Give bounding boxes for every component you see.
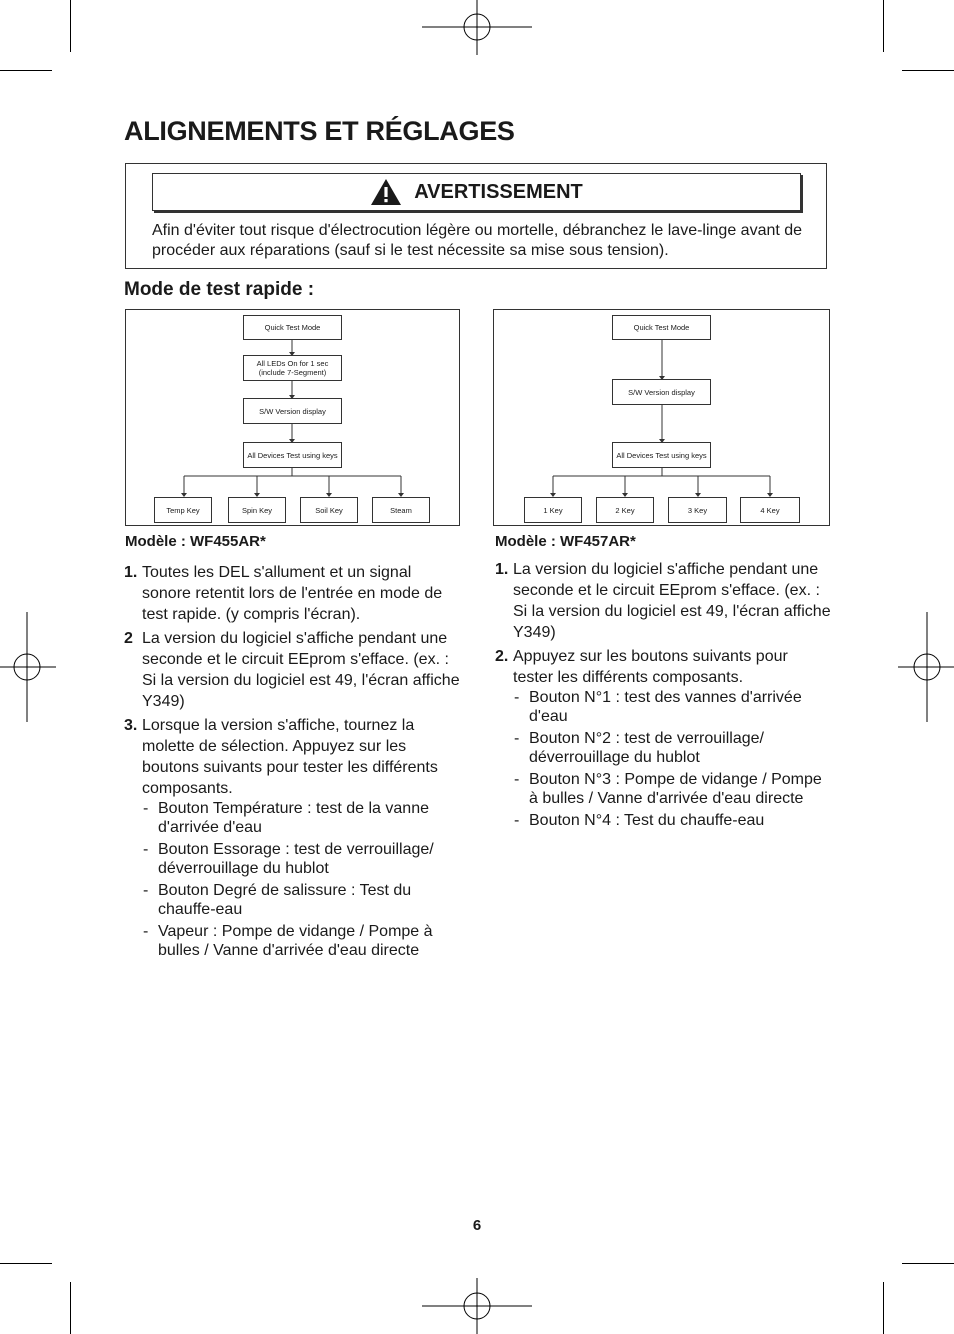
flow-key-steam: Steam	[372, 497, 430, 523]
crop-mark	[883, 0, 884, 52]
sub-item-text: Bouton N°3 : Pompe de vidange / Pompe à bulles / Vanne d'arrivée d'eau directe	[529, 771, 822, 807]
sub-list-item	[124, 840, 460, 878]
registration-mark-icon	[422, 0, 532, 56]
item-number: 2.	[495, 648, 509, 665]
model-label-left: Modèle : WF455AR*	[125, 533, 266, 550]
flow-diagram-right	[493, 309, 830, 526]
flow-box-devices-test: All Devices Test using keys	[243, 442, 342, 468]
dash-bullet: -	[514, 730, 520, 747]
sub-item-text: Bouton N°2 : test de verrouillage/ déverrouillage du hublot	[529, 730, 764, 766]
flow-key-4: 4 Key	[740, 497, 800, 523]
flow-key-2: 2 Key	[596, 497, 654, 523]
flow-key-temp: Temp Key	[154, 497, 212, 523]
list-item	[495, 646, 831, 688]
sub-item-text: Bouton Essorage : test de verrouillage/ déverrouillage du hublot	[158, 841, 434, 877]
steps-list-right	[495, 559, 831, 833]
dash-bullet: -	[514, 689, 520, 706]
sub-list-item	[495, 770, 831, 808]
sub-list-item	[124, 922, 460, 960]
diagram-connectors	[494, 310, 831, 527]
flow-box-sw-version: S/W Version display	[243, 398, 342, 424]
section-title: Mode de test rapide :	[124, 279, 315, 300]
item-text: Toutes les DEL s'allument et un signal sonore retentit lors de l'entrée en mode de test rapide. (y compris l'écran).	[142, 564, 443, 623]
sub-item-text: Bouton Température : test de la vanne d'arrivée d'eau	[158, 800, 429, 836]
sub-item-text: Bouton Degré de salissure : Test du chauffe-eau	[158, 882, 412, 918]
flow-key-soil: Soil Key	[300, 497, 358, 523]
registration-mark-icon	[0, 612, 56, 722]
item-text: Appuyez sur les boutons suivants pour tester les différents composants.	[513, 648, 788, 686]
list-item	[124, 562, 460, 625]
item-text: La version du logiciel s'affiche pendant une seconde et le circuit EEprom s'efface. (ex. : Si la version du logiciel est 49, l'écran affiche Y349)	[142, 630, 460, 710]
dash-bullet: -	[514, 812, 520, 829]
page-number: 6	[472, 1217, 482, 1234]
warning-heading: AVERTISSEMENT	[414, 180, 583, 203]
crop-mark	[902, 1263, 954, 1264]
flow-box-quick-test: Quick Test Mode	[612, 315, 711, 340]
sub-list-item	[124, 881, 460, 919]
model-label-right: Modèle : WF457AR*	[495, 533, 636, 550]
dash-bullet: -	[514, 771, 520, 788]
sub-item-text: Vapeur : Pompe de vidange / Pompe à bulles / Vanne d'arrivée d'eau directe	[158, 923, 433, 959]
dash-bullet: -	[143, 923, 149, 940]
list-item	[124, 628, 460, 712]
crop-mark	[902, 70, 954, 71]
dash-bullet: -	[143, 841, 149, 858]
item-text: La version du logiciel s'affiche pendant une seconde et le circuit EEprom s'efface. (ex. : Si la version du logiciel est 49, l'écran affiche Y349)	[513, 561, 831, 641]
sub-list-item	[495, 688, 831, 726]
item-number: 3.	[124, 717, 138, 734]
flow-box-quick-test: Quick Test Mode	[243, 315, 342, 340]
sub-list-item	[495, 811, 831, 830]
flow-key-spin: Spin Key	[228, 497, 286, 523]
registration-mark-icon	[422, 1278, 532, 1334]
warning-triangle-icon	[370, 178, 402, 206]
list-item	[495, 559, 831, 643]
item-number: 1.	[124, 564, 138, 581]
sub-item-text: Bouton N°4 : Test du chauffe-eau	[529, 812, 765, 829]
list-item	[124, 715, 460, 799]
crop-mark	[0, 1263, 52, 1264]
warning-header	[152, 173, 801, 211]
registration-mark-icon	[898, 612, 954, 722]
flow-diagram-left	[125, 309, 460, 526]
flow-box-devices-test: All Devices Test using keys	[612, 442, 711, 468]
dash-bullet: -	[143, 800, 149, 817]
item-number: 2	[124, 630, 133, 647]
page-title: ALIGNEMENTS ET RÉGLAGES	[124, 116, 515, 146]
flow-key-3: 3 Key	[668, 497, 727, 523]
flow-box-sw-version: S/W Version display	[612, 379, 711, 405]
sub-list-item	[495, 729, 831, 767]
steps-list-left	[124, 562, 460, 963]
crop-mark	[70, 0, 71, 52]
item-number: 1.	[495, 561, 509, 578]
sub-item-text: Bouton N°1 : test des vannes d'arrivée d'eau	[529, 689, 802, 725]
crop-mark	[0, 70, 52, 71]
sub-list-item	[124, 799, 460, 837]
flow-box-leds-on: All LEDs On for 1 sec (include 7-Segment)	[243, 355, 342, 381]
flow-key-1: 1 Key	[524, 497, 582, 523]
crop-mark	[70, 1282, 71, 1334]
dash-bullet: -	[143, 882, 149, 899]
item-text: Lorsque la version s'affiche, tournez la molette de sélection. Appuyez sur les boutons suivants pour tester les différents composants.	[142, 717, 438, 797]
crop-mark	[883, 1282, 884, 1334]
warning-text: Afin d'éviter tout risque d'électrocution légère ou mortelle, débranchez le lave-linge avant de procéder aux réparations (sauf si le test nécessite sa mise sous tension).	[152, 222, 803, 259]
